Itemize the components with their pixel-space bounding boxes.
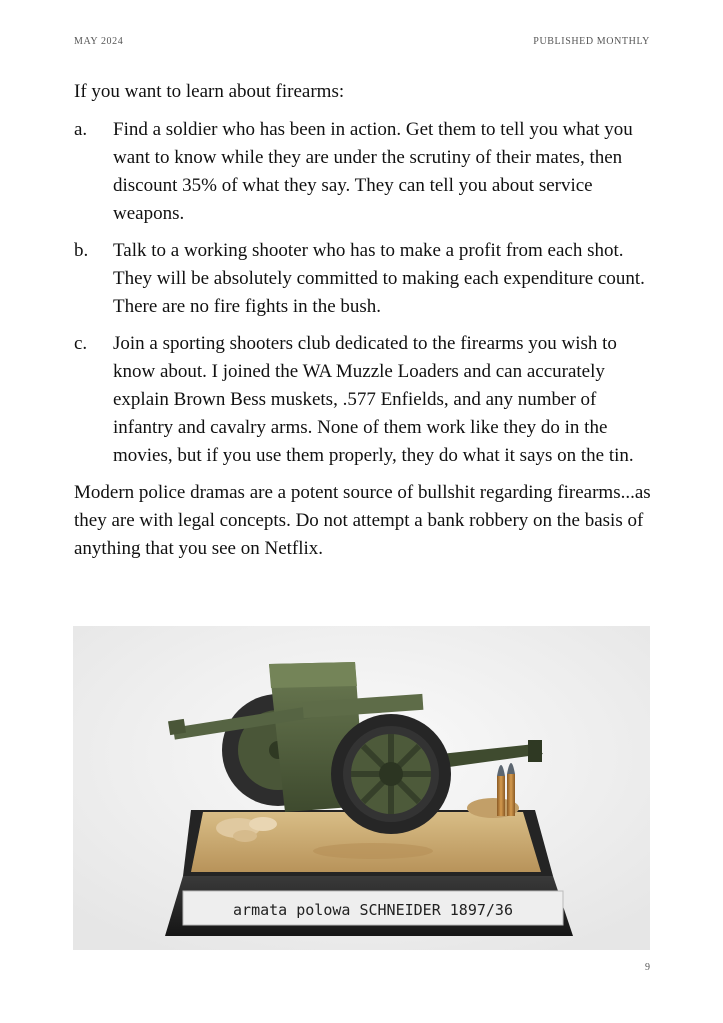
list-item-text: Join a sporting shooters club dedicated to the firearms you wish to know about. I joined the WA Muzzle Loaders and can accurately explain Brown Bess muskets, .577 Enfields, and any number of infantry and cavalry arms. None of them work like they do in the movies, but if you use them properly, they do what it says on the tin. bbox=[113, 333, 634, 466]
list-item-text: Talk to a working shooter who has to make a profit from each shot. They will be absolutely committed to making each expenditure count. There are no fire fights in the bush. bbox=[113, 240, 645, 317]
list-item bbox=[74, 116, 654, 228]
page-number: 9 bbox=[645, 962, 650, 973]
field-gun-model-photo bbox=[73, 626, 650, 950]
list-marker: a. bbox=[74, 119, 88, 140]
list-item bbox=[74, 237, 654, 321]
header-date: MAY 2024 bbox=[74, 36, 124, 47]
plaque-text: armata polowa SCHNEIDER 1897/36 bbox=[233, 901, 513, 919]
name-plaque bbox=[183, 891, 563, 925]
list-item bbox=[74, 330, 654, 470]
article-body bbox=[74, 78, 654, 563]
closing-paragraph: Modern police dramas are a potent source of bullshit regarding firearms...as they are with legal concepts. Do not attempt a bank robbery on the basis of anything that you see on Netflix. bbox=[74, 482, 651, 559]
list-item-text: Find a soldier who has been in action. Get them to tell you what you want to know while they are under the scrutiny of their mates, then discount 35% of what they say. They can tell you about service weapons. bbox=[113, 119, 633, 224]
header-frequency: PUBLISHED MONTHLY bbox=[533, 36, 650, 47]
list-marker: b. bbox=[74, 240, 89, 261]
list-marker: c. bbox=[74, 333, 88, 354]
page-header bbox=[74, 36, 650, 50]
front-wheel bbox=[331, 714, 451, 834]
intro-paragraph: If you want to learn about firearms: bbox=[74, 81, 345, 102]
